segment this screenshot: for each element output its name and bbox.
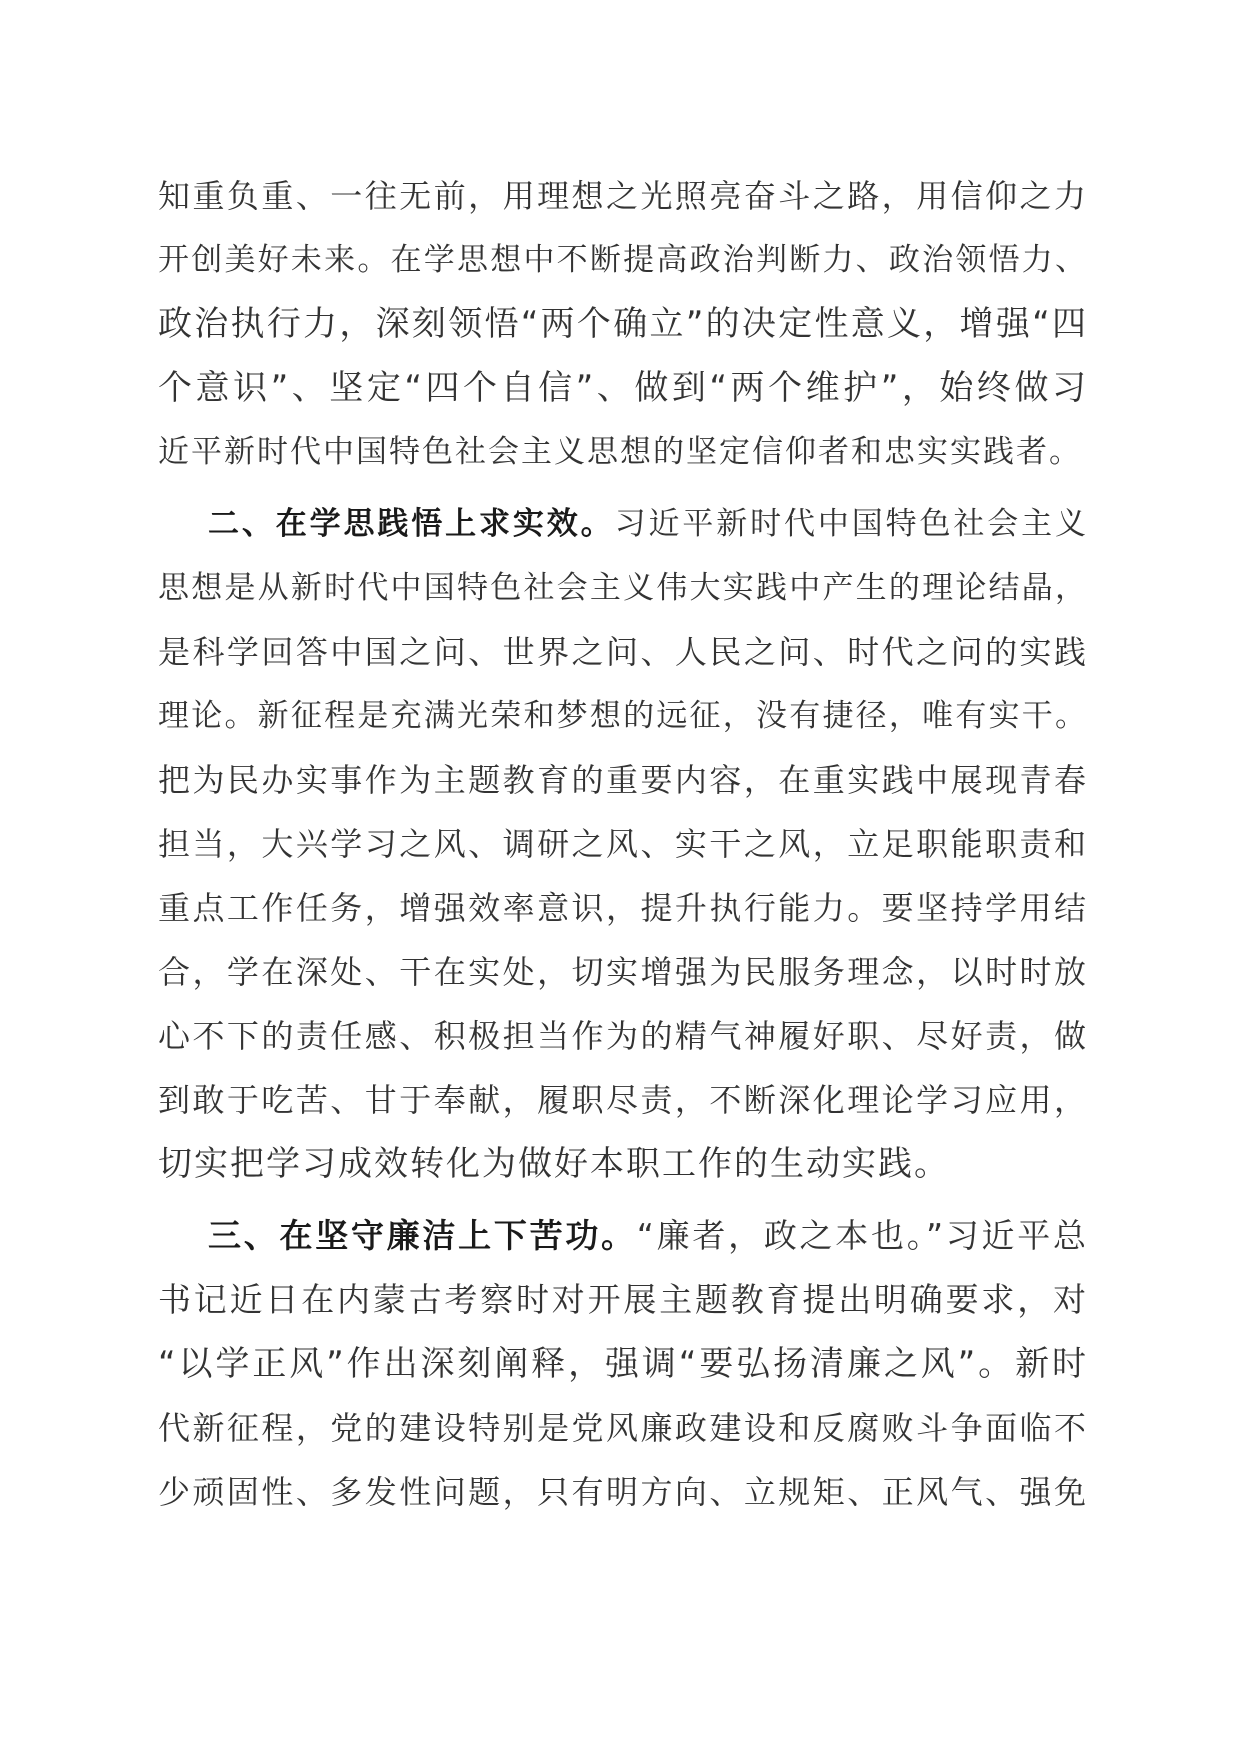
- paragraph-line: 个意识”、坚定“四个自信”、做到“两个维护”，始终做习: [158, 368, 1088, 408]
- paragraph-line: 开创美好未来。在学思想中不断提高政治判断力、政治领悟力、: [158, 242, 1088, 278]
- section-two-heading: 二、在学思践悟上求实效。: [208, 506, 615, 542]
- paragraph-line: 近平新时代中国特色社会主义思想的坚定信仰者和忠实实践者。: [158, 434, 1082, 470]
- paragraph-line: 担当，大兴学习之风、调研之风、实干之风，立足职能职责和: [158, 825, 1088, 863]
- paragraph-line: 理论。新征程是充满光荣和梦想的远征，没有捷径，唯有实干。: [158, 698, 1088, 734]
- paragraph-line: 是科学回答中国之问、世界之问、人民之问、时代之问的实践: [158, 633, 1088, 671]
- paragraph-line: 政治执行力，深刻领悟“两个确立”的决定性意义，增强“四: [158, 304, 1088, 344]
- paragraph-line: “以学正风”作出深刻阐释，强调“要弘扬清廉之风”。新时: [158, 1344, 1088, 1384]
- section-three-heading: 三、在坚守廉洁上下苦功。: [208, 1216, 637, 1255]
- paragraph-line: 把为民办实事作为主题教育的重要内容，在重实践中展现青春: [158, 761, 1088, 799]
- paragraph-line: 合，学在深处、干在实处，切实增强为民服务理念，以时时放: [158, 953, 1088, 991]
- paragraph-line: 心不下的责任感、积极担当作为的精气神履好职、尽好责，做: [158, 1017, 1088, 1055]
- paragraph-line: 思想是从新时代中国特色社会主义伟大实践中产生的理论结晶，: [158, 570, 1088, 606]
- paragraph-line: 到敢于吃苦、甘于奉献，履职尽责，不断深化理论学习应用，: [158, 1081, 1088, 1119]
- paragraph-line: 知重负重、一往无前，用理想之光照亮奋斗之路，用信仰之力: [158, 177, 1088, 215]
- section-two-first-line-text: 习近平新时代中国特色社会主义: [614, 506, 1089, 542]
- section-two-first-line: [208, 498, 1088, 550]
- paragraph-line: 切实把学习成效转化为做好本职工作的生动实践。: [158, 1144, 950, 1184]
- section-three-first-line: [208, 1210, 1088, 1262]
- section-three-first-line-text: “廉者，政之本也。”习近平总: [636, 1216, 1089, 1255]
- paragraph-line: 重点工作任务，增强效率意识，提升执行能力。要坚持学用结: [158, 889, 1088, 927]
- paragraph-line: 代新征程，党的建设特别是党风廉政建设和反腐败斗争面临不: [158, 1409, 1088, 1447]
- paragraph-line: 书记近日在内蒙古考察时对开展主题教育提出明确要求，对: [158, 1280, 1088, 1319]
- paragraph-line: 少顽固性、多发性问题，只有明方向、立规矩、正风气、强免: [158, 1473, 1088, 1511]
